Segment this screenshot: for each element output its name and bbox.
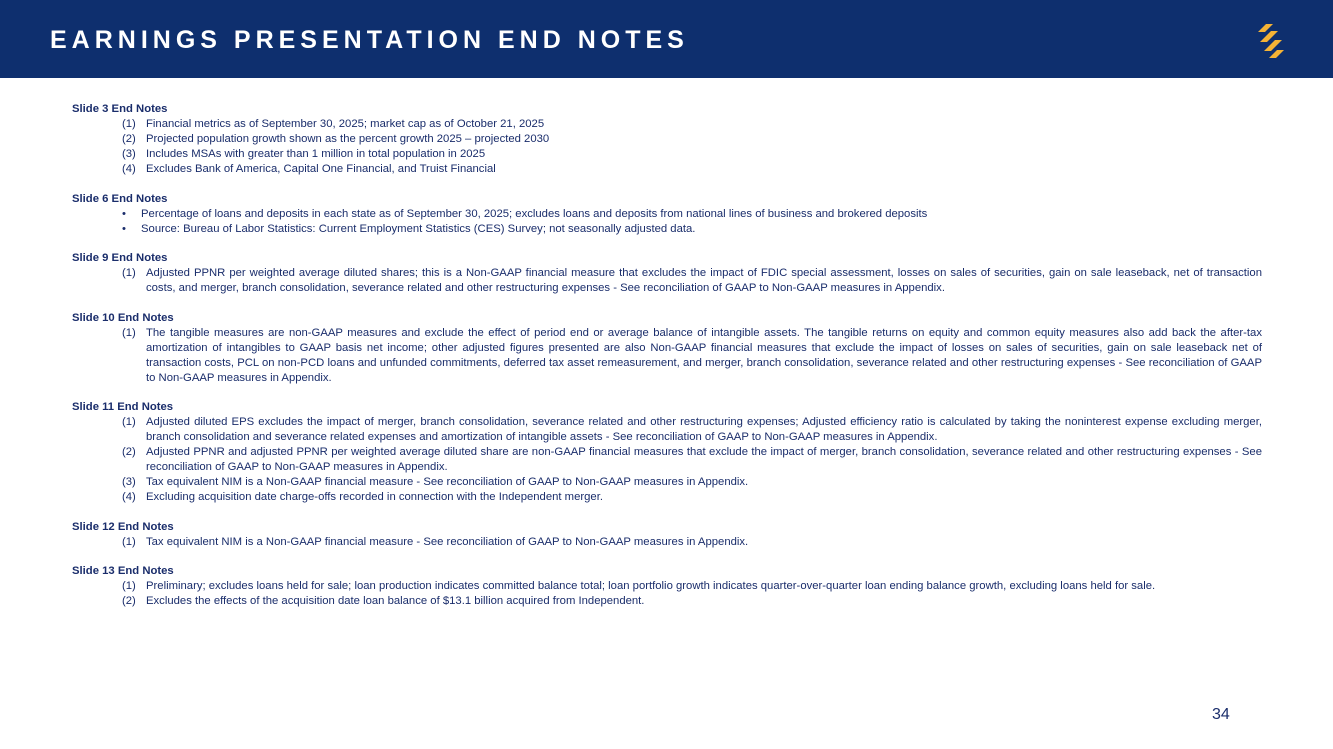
note-text: Adjusted diluted EPS excludes the impact of merger, branch consolidation, severance related and other restructuring expenses; Adjusted efficiency ratio is calculated by taking the noninterest expense excluding merger, branch consolidation and severance related expenses and amortization of intangible assets - See reconciliation of GAAP to Non-GAAP measures in Appendix.: [146, 416, 1262, 443]
note-marker: (2): [122, 595, 136, 607]
note-marker: (4): [122, 163, 136, 175]
section-title: Slide 13 End Notes: [72, 565, 174, 577]
note-text: Projected population growth shown as the percent growth 2025 – projected 2030: [146, 133, 550, 145]
section-title: Slide 11 End Notes: [72, 401, 174, 413]
note-marker: (2): [122, 133, 136, 145]
note-text: Tax equivalent NIM is a Non-GAAP financial measure - See reconciliation of GAAP to Non-GAAP measures in Appendix.: [146, 476, 749, 488]
note-text: Tax equivalent NIM is a Non-GAAP financial measure - See reconciliation of GAAP to Non-GAAP measures in Appendix.: [146, 535, 749, 548]
note-marker: (1): [122, 118, 136, 130]
notes-section: [72, 564, 1262, 609]
note-text: Includes MSAs with greater than 1 million in total population in 2025: [146, 148, 486, 160]
note-item: [72, 535, 1262, 550]
note-marker: •: [122, 222, 126, 235]
note-text: Preliminary; excludes loans held for sale; loan production indicates committed balance total; loan portfolio growth indicates quarter-over-quarter loan ending balance growth, excluding loans held for sale.: [146, 580, 1156, 592]
note-marker: (4): [122, 491, 136, 503]
note-text: Source: Bureau of Labor Statistics: Current Employment Statistics (CES) Survey; not seasonally adjusted data.: [141, 222, 696, 235]
note-marker: (1): [122, 416, 136, 428]
note-text: Percentage of loans and deposits in each state as of September 30, 2025; excludes loans and deposits from national lines of business and brokered deposits: [141, 207, 928, 220]
section-title: Slide 9 End Notes: [72, 252, 168, 264]
note-item: [72, 594, 1262, 609]
notes-section: [72, 251, 1262, 296]
note-marker: (3): [122, 148, 136, 160]
note-text: Excludes the effects of the acquisition date loan balance of $13.1 billion acquired from Independent.: [146, 595, 645, 607]
note-item: [72, 475, 1262, 490]
notes-section: [72, 311, 1262, 386]
note-item: [72, 162, 1262, 177]
note-marker: •: [122, 207, 126, 220]
note-marker: (1): [122, 580, 136, 592]
notes-section: [72, 102, 1262, 177]
note-item: [72, 207, 1262, 222]
note-text: Financial metrics as of September 30, 2025; market cap as of October 21, 2025: [146, 118, 545, 130]
notes-section: [72, 192, 1262, 237]
note-text: The tangible measures are non-GAAP measures and exclude the effect of period end or average balance of intangible assets. The tangible returns on equity and common equity measures also add back the after-tax amortization of intangibles to GAAP basis net income; other adjusted figures presented are also Non-GAAP financial measures that exclude the impact of losses on sales of securities, gain on sale leaseback net of transaction costs, PCL on non-PCD loans and unfunded commitments, deferred tax asset remeasurement, and merger, branch consolidation, severance related and other restructuring expenses - See reconciliation of GAAP to Non-GAAP measures in Appendix.: [146, 326, 1262, 384]
note-marker: (3): [122, 476, 136, 488]
note-item: [72, 147, 1262, 162]
section-title: Slide 6 End Notes: [72, 192, 168, 205]
note-text: Adjusted PPNR and adjusted PPNR per weighted average diluted share are non-GAAP financial measures that exclude the impact of merger, branch consolidation, severance related and other restructuring expenses - See reconciliation of GAAP to Non-GAAP measures in Appendix.: [146, 446, 1262, 473]
page-title: EARNINGS PRESENTATION END NOTES: [50, 26, 689, 54]
note-marker: (2): [122, 446, 136, 458]
section-title: Slide 3 End Notes: [72, 103, 168, 115]
note-text: Excluding acquisition date charge-offs recorded in connection with the Independent merger.: [146, 491, 603, 503]
header-bar: [0, 0, 1333, 78]
s-logo-icon: [1255, 21, 1287, 61]
note-item: [72, 415, 1262, 445]
note-item: [72, 222, 1262, 237]
note-item: [72, 132, 1262, 147]
note-item: [72, 490, 1262, 505]
section-title: Slide 12 End Notes: [72, 520, 174, 533]
section-title: Slide 10 End Notes: [72, 311, 174, 324]
note-item: [72, 117, 1262, 132]
notes-section: [72, 400, 1262, 505]
end-notes-content: [72, 102, 1262, 624]
note-item: [72, 445, 1262, 475]
note-text: Excludes Bank of America, Capital One Financial, and Truist Financial: [146, 163, 496, 175]
note-item: [72, 266, 1262, 296]
note-marker: (1): [122, 326, 136, 339]
note-item: [72, 579, 1262, 594]
note-marker: (1): [122, 267, 136, 279]
note-item: [72, 326, 1262, 386]
page-number: 34: [1212, 706, 1230, 723]
note-marker: (1): [122, 535, 136, 548]
note-text: Adjusted PPNR per weighted average diluted shares; this is a Non-GAAP financial measure that excludes the impact of FDIC special assessment, losses on sales of securities, gain on sale leaseback, net of transaction costs, and merger, branch consolidation, severance related and other restructuring expenses - See reconciliation of GAAP to Non-GAAP measures in Appendix.: [146, 267, 1262, 294]
notes-section: [72, 520, 1262, 550]
